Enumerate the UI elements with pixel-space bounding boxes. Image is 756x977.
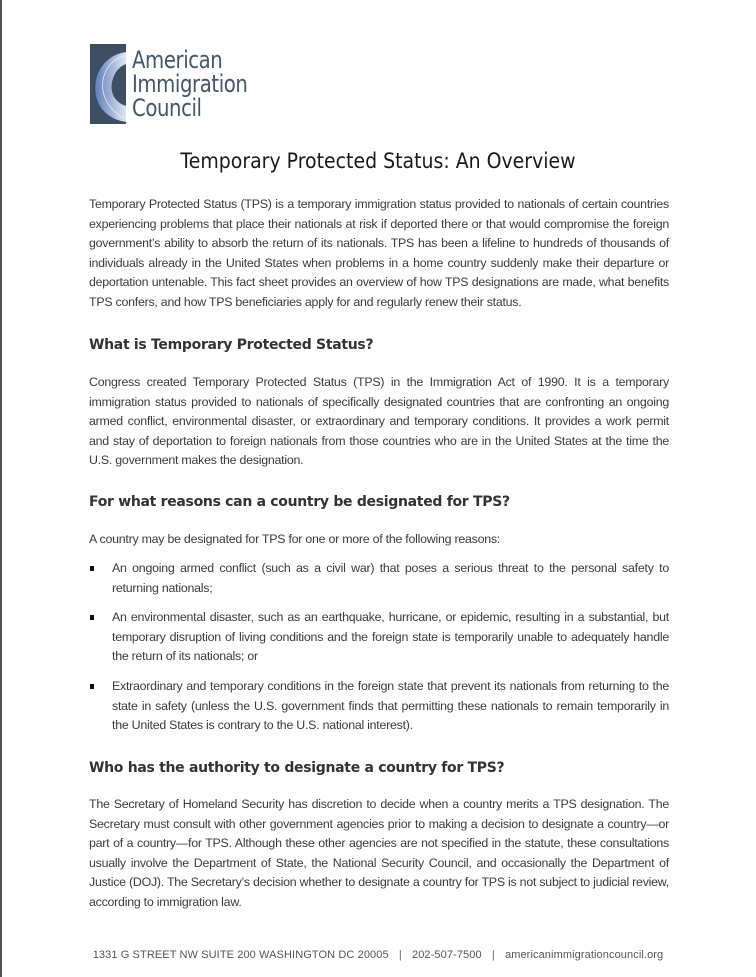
logo-line: American (132, 46, 223, 74)
section-heading: What is Temporary Protected Status? (89, 337, 374, 353)
square-bullet-icon (90, 615, 94, 620)
organization-logo (90, 44, 260, 126)
section-paragraph: The Secretary of Homeland Security has discretion to decide when a country merits a TPS designation. The Secretary must consult with other government agencies prior to making a decision to designate a country—or part of a country—for TPS. Although these other agencies are not specified in the statute, these consultations usually involve the Department of State, the National Security Council, and occasionally the Department of Justice (DOJ). The Secretary’s decision whether to designate a country for TPS is not subject to judicial review, according to immigration law. (89, 797, 669, 909)
page-title: Temporary Protected Status: An Overview (180, 149, 576, 173)
footer-phone: 202-507-7500 (412, 949, 482, 961)
footer-address: 1331 G STREET NW SUITE 200 WASHINGTON DC 20005 (92, 949, 389, 961)
logo-wordmark (132, 48, 247, 120)
footer-separator: | (491, 949, 495, 961)
section-paragraph: A country may be designated for TPS for one or more of the following reasons: (89, 532, 500, 546)
intro-paragraph: Temporary Protected Status (TPS) is a temporary immigration status provided to nationals of certain countries experiencing problems that place their nationals at risk if deported there or that would compromise the foreign government’s ability to absorb the return of its nationals. TPS has been a lifeline to hundreds of thousands of individuals already in the United States when problems in a home country suddenly make their departure or deportation untenable. This fact sheet provides an overview of how TPS designations are made, what benefits TPS confers, and how TPS beneficiaries apply for and regularly renew their status. (89, 197, 669, 309)
logo-swoosh-icon (90, 44, 126, 124)
section-heading: For what reasons can a country be designated for TPS? (89, 494, 510, 510)
list-item-text: An ongoing armed conflict (such as a civil war) that poses a serious threat to the personal safety to returning nationals; (112, 561, 669, 595)
page-left-border (0, 0, 2, 977)
square-bullet-icon (90, 684, 94, 689)
reasons-list (89, 559, 669, 746)
footer-website-link[interactable]: americanimmigrationcouncil.org (504, 949, 664, 961)
logo-line: Council (132, 94, 202, 122)
square-bullet-icon (90, 566, 94, 571)
section-paragraph: Congress created Temporary Protected Status (TPS) in the Immigration Act of 1990. It is a temporary immigration status provided to nationals of specifically designated countries that are confronting an ongoing armed conflict, environmental disaster, or extraordinary and temporary conditions. It provides a work permit and stay of deportation to foreign nationals from those countries who are in the United States at the time the U.S. government makes the designation. (89, 375, 669, 468)
list-item (89, 559, 669, 598)
list-item-text: An environmental disaster, such as an earthquake, hurricane, or epidemic, resulting in a substantial, but temporary disruption of living conditions and the foreign state is temporarily unable to adequately handle the return of its nationals; or (112, 610, 669, 664)
logo-line: Immigration (132, 70, 248, 98)
section-heading: Who has the authority to designate a country for TPS? (89, 760, 505, 776)
footer-separator: | (398, 949, 402, 961)
page-footer (0, 949, 756, 961)
list-item-text: Extraordinary and temporary conditions in the foreign state that prevent its nationals from returning to the state in safety (unless the U.S. government finds that permitting these nationals to remain temporarily in the United States is contrary to the U.S. national interest). (112, 678, 669, 733)
list-item (89, 608, 669, 667)
list-item (89, 677, 669, 736)
